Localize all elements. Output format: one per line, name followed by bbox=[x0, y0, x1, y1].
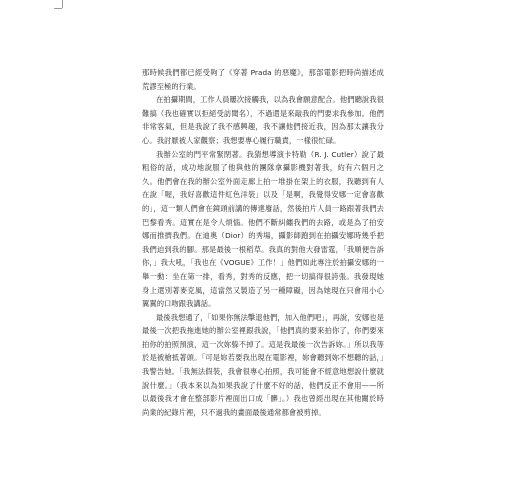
paragraph-3: 我辦公室的門平常緊閉著。我猜想導演卡特勒（R. J. Cutler）說了最粗俗的話，成功地說服了他與他的團隊拿攝影機對著我，約有六個月之久。他們會在我的辦公室外面走廊上拍一堆掛在架上的衣服，我聽到有人在說「喔，我好喜歡這件紅色洋裝」以及「是啊，我覺得安娜一定會喜歡的」，這一類人們會在鏡頭前講的傳達廢話，然後拍片人員一路跟著我們去巴黎看秀。這實在是令人煩惱。他們不斷糾纏我們的去路，或是為了拍安娜而推擠我們。在迪奧（Dior）的秀場，攝影師跑到在拍攝安娜時幾乎把我們迫到我的腳。那是最後一根稻草。我真的對他大發雷霆，「我順便告訴你，」我大吼，「我也在《VOGUE》工作！」他們如此專注於拍攝安娜的一舉一動：坐在第一排，看秀，對秀的反應，把一切搞得很誇張。我發現她身上還別著麥克風，這當然又製造了另一種障礙，因為她現在只會用小心翼翼的口吻跟我講話。 bbox=[142, 149, 384, 309]
paragraph-1: 那時候我們都已經受夠了《穿著 Prada 的惡魔》，那部電影把時尚描述成荒謬至極的行業。 bbox=[142, 68, 384, 91]
paragraph-4: 最後我想通了，「如果你無法擊退他們，加入他們吧」，再說，安娜也是最後一次把我拖進她的辦公室裡跟我說，「他們真的要來拍你了，你們要來拍你的拍照預演，這一次妳躲不掉了。這是我最後一次告訴妳。」所以我等於是被槍抵著頭。「可是妳若要我出現在電影裡，妳會聽到妳不想聽的話，」我警告她。「我無法假裝，我會很專心拍照，我可能會不經意地想說什麼就說什麼。」（我本來以為如果我說了什麼不好的話，他們反正不會用——所以最後我才會在整部影片裡面出口成「髒」。）我也曾經出現在其他關於時尚業的紀錄片裡，只不過我的畫面最後通常都會被剪掉。 bbox=[142, 312, 384, 417]
crop-mark-vertical bbox=[62, 0, 63, 8]
crop-mark-horizontal bbox=[54, 8, 62, 9]
page-body-text bbox=[142, 66, 384, 419]
paragraph-2: 在拍攝期間，工作人員屢次接觸我，以為我會願意配合。他們聽說我很難搞（我也確實以拒絕受訪聞名），不過還是來敲我的門要求我參加。他們非常客氣，但是我說了我不感興趣，我不讓他們接近我，因為那太讓我分心。我討厭被人家觀察；我想要專心履行職責，一樣很忙碌。 bbox=[142, 95, 384, 145]
